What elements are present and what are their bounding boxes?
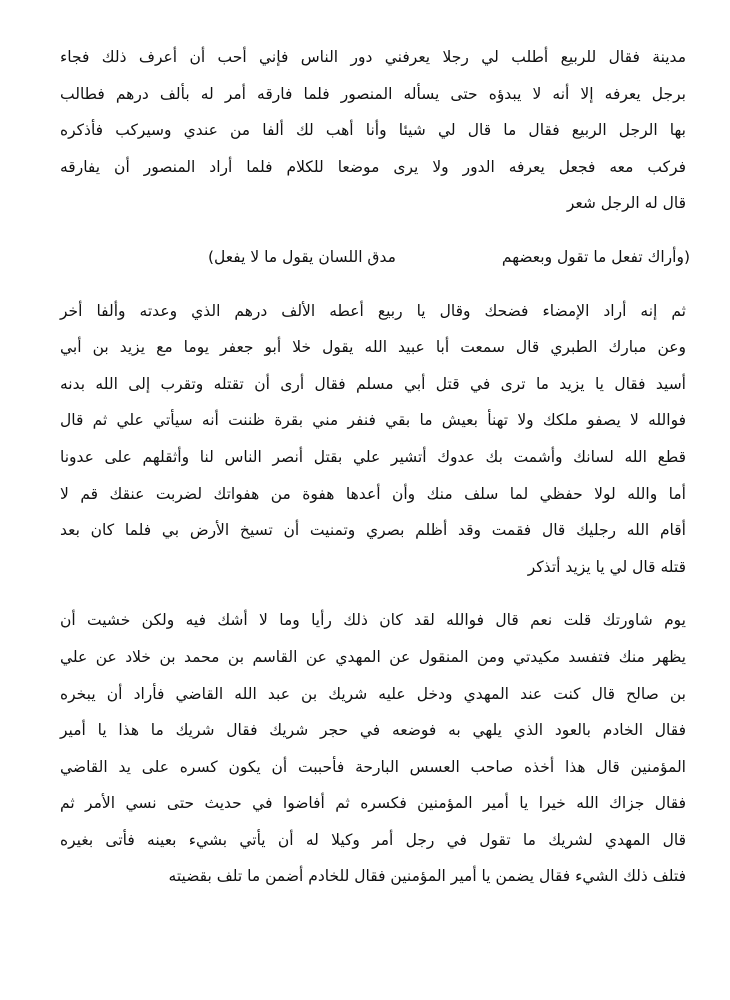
text-line: برجل يعرفه إلا أنه لا يبدؤه حتى يسأله المنصور فلما فارقه أمر له بألف درهم فطالب [60, 84, 686, 103]
text-line: بها الرجل الربيع فقال ما قال لي شيئا وأنا أهب لك ألفا من عندي وسيركب فأذكره [60, 121, 686, 140]
text-line: بن صالح قال كنت عند المهدي ودخل عليه شريك بن عبد الله القاضي فأراد أن يبخره [60, 684, 686, 703]
text-line: قال المهدي لشريك ما تقول في رجل أمر وكيلا له أن يأتي بشيء بعينه فأتى بغيره [60, 830, 686, 849]
text-line: أما والله لولا حفظي لما سلف منك وأن أعدها هفوة من هفواتك لضربت عنقك قم لا [60, 484, 686, 503]
paragraph-3 [60, 602, 686, 895]
paragraph-gap [60, 276, 686, 293]
text-line: قال له الرجل شعر [566, 194, 686, 213]
text-line: مدينة فقال للربيع أطلب لي رجلا يعرفني دور الناس فإني أحب أن أعرف ذلك فجاء [60, 48, 686, 66]
text-line: فقال الخادم بالعود الذي يلهي به فوضعه في حجر شريك فقال شريك ما هذا يا أمير [60, 721, 686, 740]
paragraph-gap [60, 585, 686, 602]
text-line: فتلف ذلك الشيء فقال يضمن يا أمير المؤمنين فقال للخادم أضمن ما تلف بقضيته [168, 867, 686, 886]
paragraph-1 [60, 39, 686, 222]
verse-hemistich-first: (وأراك تفعل ما تقول وبعضهم [501, 247, 690, 266]
text-line: أقام الله رجليك قال فقمت وقد أظلم بصري وتمنيت أن تسيخ الأرض بي فلما كان بعد [60, 521, 686, 540]
text-line: المؤمنين قال هذا أخذه صاحب العسس البارحة فأحببت أن يكون كسره على يد القاضي [60, 757, 686, 776]
text-line: ثم إنه أراد الإمضاء فضحك وقال يا ربيع أعطه الألف درهم الذي وعدته وألفا أخر [60, 301, 686, 320]
text-line: وعن مبارك الطبري قال سمعت أبا عبيد الله يقول خلا أبو جعفر يوما مع يزيد بن أبي [60, 338, 686, 357]
text-line: قتله قال لي يا يزيد أتذكر [527, 557, 686, 576]
verse-line [60, 239, 690, 276]
text-line: قطع الله لسانك وأشمت بك عدوك أتشير علي بقتل أنصر الناس لنا وأثقلهم على عدونا [60, 447, 686, 466]
text-line: فقال جزاك الله خيرا يا أمير المؤمنين فكسره ثم أفاضوا في حديث حتى نسي الأمر ثم [60, 794, 686, 813]
verse-hemistich-second: مدق اللسان يقول ما لا يفعل) [208, 247, 396, 266]
text-line: يوم شاورتك قلت نعم قال فوالله لقد كان ذلك رأيا وما لا أشك فيه ولكن خشيت أن [60, 611, 686, 630]
paragraph-gap [60, 222, 686, 239]
paragraph-2 [60, 293, 686, 586]
text-line: أسيد فقال يا يزيد ما ترى في قتل أبي مسلم فقال أرى أن تقتله وتقرب إلى الله بدنه [60, 374, 686, 393]
text-line: يظهر منك فتفسد مكيدتي ومن المنقول عن المهدي عن القاسم بن محمد بن خلاد عن علي [60, 647, 686, 666]
document-page [60, 39, 690, 895]
text-line: فركب معه فجعل يعرفه الدور ولا يرى موضعا للكلام فلما أراد المنصور أن يفارقه [60, 157, 686, 176]
text-line: فوالله لا يصفو ملكك ولا تهنأ بعيش ما بقي فنفر مني بقرة ظننت أنه سيأتي علي ثم قال [60, 411, 686, 430]
